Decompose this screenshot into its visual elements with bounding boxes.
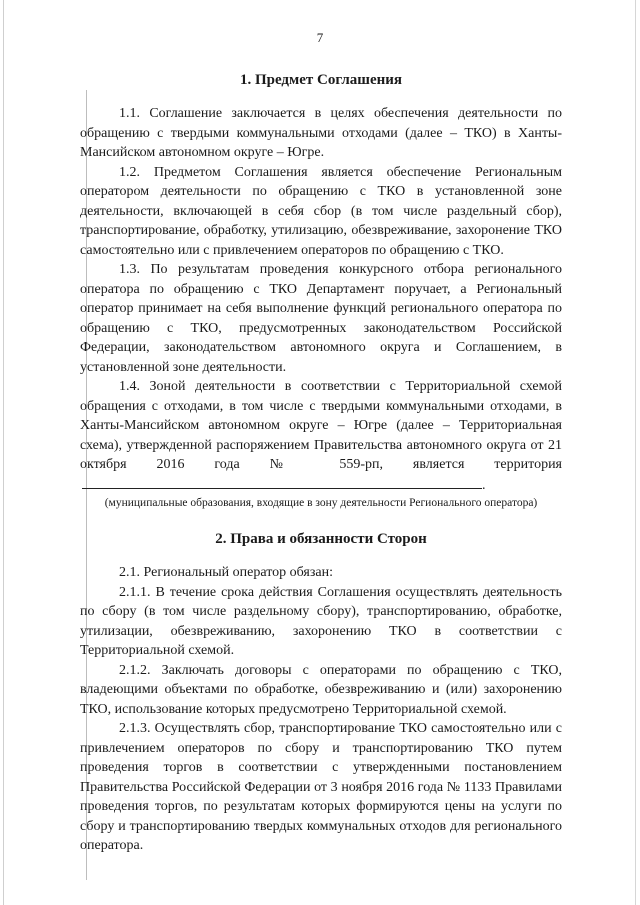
paragraph-2-1-2: 2.1.2. Заключать договоры с операторами по обращению с ТКО, владеющими объектами по обработке, обезвреживанию и (или) захоронению ТКО, использование которых предусмотрено Территориальной схемой.	[80, 662, 562, 717]
paragraph-1-3: 1.3. По результатам проведения конкурсного отбора регионального оператора по обращению с ТКО Департамент поручает, а Региональный оператор принимает на себя выполнение функций регионального оператора по обращению с ТКО, предусмотренных законодательством Российской Федерации, законодательством автономного округа и Соглашением, в установленной зоне деятельности.	[80, 262, 562, 375]
section-2-heading: 2. Права и обязанности Сторон	[215, 531, 427, 547]
paragraph-1-2: 1.2. Предметом Соглашения является обеспечение Региональным оператором деятельности по обращению с ТКО в установленной зоне деятельности, включающей в себя сбор (в том числе раздельный сбор), транспортирование, обработку, утилизацию, обезвреживание, захоронение ТКО самостоятельно или с привлечением операторов по обращению с ТКО.	[80, 164, 562, 258]
section-1-heading: 1. Предмет Соглашения	[239, 72, 403, 88]
paragraph-2-1-1: 2.1.1. В течение срока действия Соглашения осуществлять деятельность по сбору (в том числе раздельному сбору), транспортированию, обработке, утилизации, обезвреживанию, захоронению ТКО в соответствии с Территориальной схемой.	[80, 584, 562, 658]
blank-line-caption: (муниципальные образования, входящие в зону деятельности Регионального оператора)	[104, 497, 538, 509]
page-number: 7	[316, 30, 324, 45]
scan-edge-right	[635, 0, 636, 905]
paragraph-2-1-3: 2.1.3. Осуществлять сбор, транспортирование ТКО самостоятельно или с привлечением операторов по сбору и транспортированию ТКО путем проведения торгов в соответствии с утвержденными постановлением Правительства Российской Федерации от 3 ноября 2016 года № 1133 Правилами проведения торгов, по результатам которых формируются цены на услуги по сбору и транспортированию твердых коммунальных отходов для регионального оператора.	[80, 721, 562, 853]
paragraph-1-4-end: .	[482, 477, 486, 493]
paragraph-1-4-text: 1.4. Зоной деятельности в соответствии с Территориальной схемой обращения с отходами, в том числе с твердыми коммунальными отходами, в Ханты-Мансийском автономном округе – Югре (далее – Территориальная схема), утвержденной распоряжением Правительства автономного округа от 21 октября 2016 года № 559-рп, является территория	[80, 379, 562, 472]
scan-edge-left	[3, 0, 4, 905]
document-body	[80, 62, 562, 856]
fill-in-blank-line	[82, 475, 482, 489]
paragraph-1-4	[80, 377, 562, 495]
paragraph-2-1: 2.1. Региональный оператор обязан:	[119, 565, 333, 580]
paragraph-1-1: 1.1. Соглашение заключается в целях обеспечения деятельности по обращению с твердыми коммунальными отходами (далее – ТКО) в Ханты-Мансийском автономном округе – Югре.	[80, 106, 562, 160]
